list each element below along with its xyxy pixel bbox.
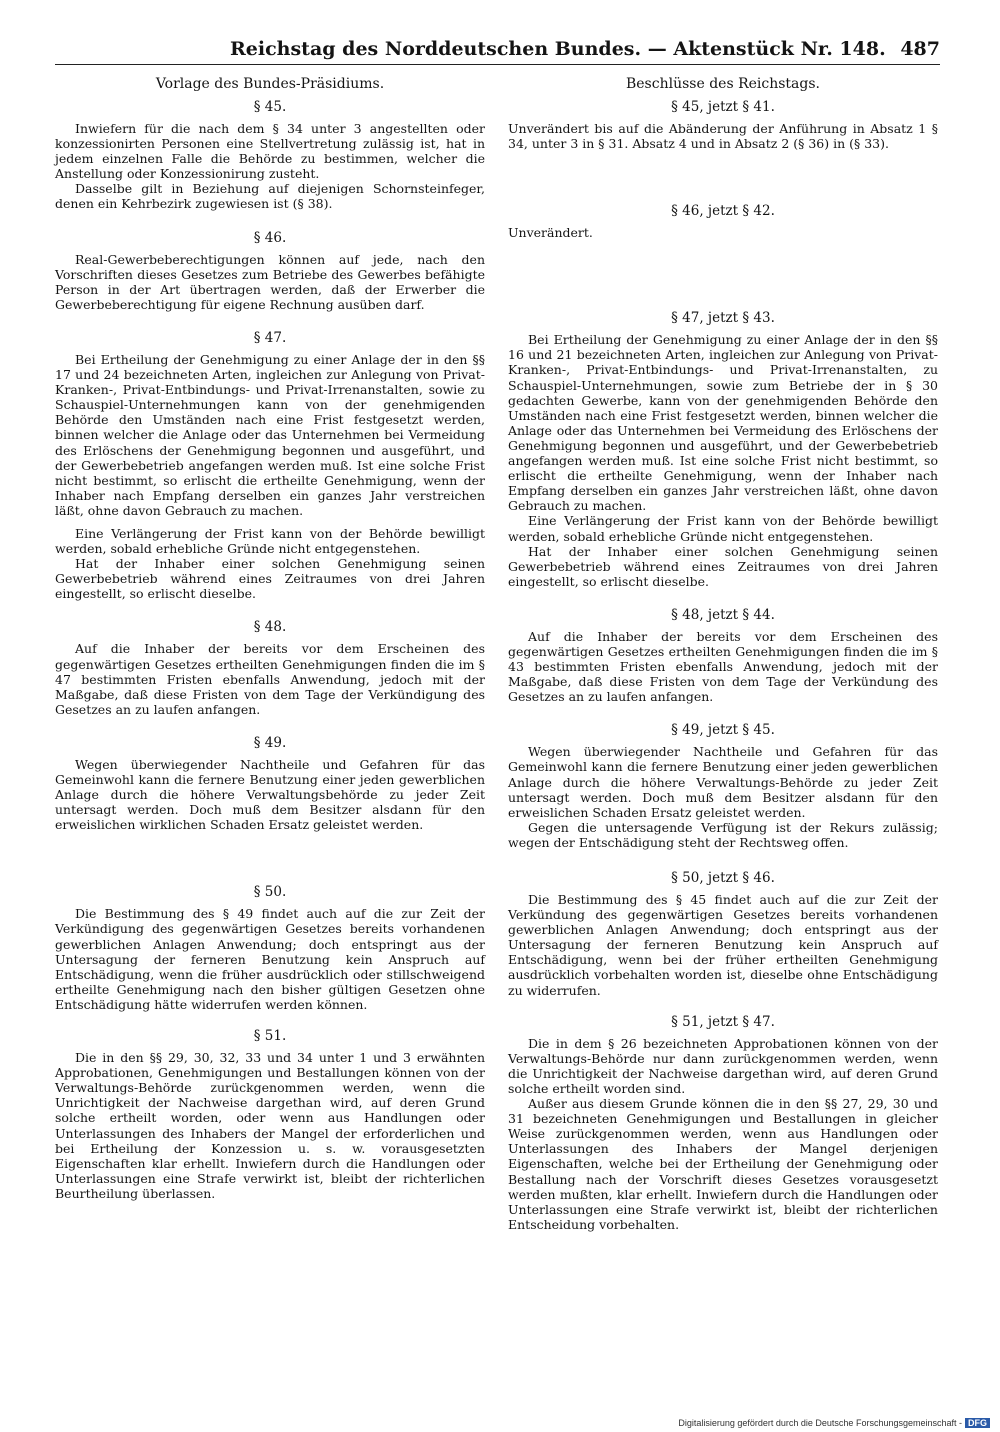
paragraph: Real-Gewerbeberechtigungen können auf jede, nach den Vorschriften dieses Gesetzes zum Betriebe des Gewerbes befähigte Person in der Art übertragen werden, daß der Erwerber die Gewerbeberechtigung für eigene Rechnung ausüben darf. [55,251,485,312]
section-title: § 48. [253,619,287,636]
section-title: § 51. [253,1028,287,1045]
section-title: § 51, jetzt § 47. [671,1013,775,1030]
paragraph: Inwiefern für die nach dem § 34 unter 3 angestellten oder konzessionirten Personen eine Stellvertretung zulässig ist, hat in jedem einzelnen Falle die Behörde zu bestimmen, welcher die Anstellung oder Konzessionirung zusteht. [55,121,485,182]
left-section-45 [55,99,485,212]
digitization-credit [678,1418,990,1428]
section-title: § 47, jetzt § 43. [671,310,775,327]
paragraph: Wegen überwiegender Nachtheile und Gefahren für das Gemeinwohl kann die fernere Benutzung einer jeden gewerblichen Anlage durch die höhere Verwaltungsbehörde zu jeder Zeit untersagt werden. Doch muß dem Besitzer alsdann für den erweislichen wirklichen Schaden Ersatz geleistet werden. [55,756,485,833]
right-column [508,76,938,1232]
dfg-logo: DFG [965,1418,990,1428]
left-section-47 [55,330,485,602]
paragraph: Wegen überwiegender Nachtheile und Gefahren für das Gemeinwohl kann die fernere Benutzung einer jeden gewerblichen Anlage durch die höhere Verwaltungs-Behörde zu jeder Zeit untersagt werden. Doch muß dem Besitzer alsdann für den erweislichen Schaden Ersatz geleistet werden. [508,744,938,820]
section-title: § 45. [253,99,287,115]
paragraph: Unverändert bis auf die Abänderung der Anführung in Absatz 1 § 34, unter 3 in § 31. Absatz 4 und in Absatz 2 (§ 36) in (§ 33). [508,121,938,152]
page-header [55,34,940,65]
right-section-47 [508,1014,938,1232]
right-section-41 [508,99,938,151]
section-title: § 49, jetzt § 45. [671,722,775,739]
paragraph: Hat der Inhaber einer solchen Genehmigung seinen Gewerbebetrieb während eines Zeitraumes von drei Jahren eingestellt, so erlischt dieselbe. [508,543,938,589]
running-title: Reichstag des Norddeutschen Bundes. — Aktenstück Nr. 148. [230,38,886,60]
paragraph: Gegen die untersagende Verfügung ist der Rekurs zulässig; wegen der Entschädigung steht der Rechtsweg offen. [508,819,938,850]
paragraph: Dasselbe gilt in Beziehung auf diejenigen Schornsteinfeger, denen ein Kehrbezirk zugewiesen ist (§ 38). [55,181,485,212]
paragraph: Hat der Inhaber einer solchen Genehmigung seinen Gewerbebetrieb während eines Zeitraumes von drei Jahren eingestellt, so erlischt dieselbe. [55,556,485,602]
paragraph: Außer aus diesem Grunde können die in den §§ 27, 29, 30 und 31 bezeichneten Genehmigungen und Bestallungen in gleicher Weise zurückgenommen werden, wenn aus Handlungen oder Unterlassungen des Inhabers der Mangel derjenigen Eigenschaften, welche bei der Ertheilung der Genehmigung oder Bestallung nach der Vorschrift dieses Gesetzes vorausgesetzt werden mußten, klar erhellt. Inwiefern durch die Handlungen oder Unterlassungen eine Strafe verwirkt ist, bleibt der richterlichen Entscheidung vorbehalten. [508,1096,938,1232]
paragraph: Bei Ertheilung der Genehmigung zu einer Anlage der in den §§ 17 und 24 bezeichneten Arten, ingleichen zur Anlegung von Privat-Kranken-, Privat-Entbindungs- und Privat-Irrenanstalten, sowie zu Schauspiel-Unternehmungen kann von der genehmigenden Behörde den Umständen nach eine Frist festgesetzt werden, binnen welcher die Anlage oder das Unternehmen bei Vermeidung des Erlöschens der Genehmigung begonnen und ausgeführt, und der Gewerbebetrieb angefangen werden muß. Ist eine solche Frist nicht bestimmt, so erlischt die ertheilte Genehmigung, wenn der Inhaber nach Empfang derselben ein ganzes Jahr verstreichen läßt, ohne davon Gebrauch zu machen. [55,351,485,518]
page-number: 487 [900,38,940,60]
paragraph: Eine Verlängerung der Frist kann von der Behörde bewilligt werden, sobald erhebliche Gründe nicht entgegenstehen. [508,513,938,544]
left-section-49 [55,735,485,832]
section-title: § 50, jetzt § 46. [671,870,775,886]
paragraph: Bei Ertheilung der Genehmigung zu einer Anlage der in den §§ 16 und 21 bezeichneten Arten, ingleichen zur Anlegung von Privat-Kranken-, Privat-Entbindungs- und Privat-Irrenanstalten, zu Schauspiel-Unternehmungen, sowie zum Betriebe der in § 30 gedachten Gewerbe, kann von der genehmigenden Behörde den Umständen nach eine Frist festgesetzt werden, binnen welcher die Anlage oder das Unternehmen bei Vermeidung des Erlöschens der Genehmigung begonnen und ausgeführt, und der Gewerbebetrieb angefangen werden muß. Ist eine solche Frist nicht bestimmt, so erlischt die ertheilte Genehmigung, wenn der Inhaber nach Empfang derselben ein ganzes Jahr verstreichen läßt, ohne davon Gebrauch zu machen. [508,332,938,514]
paragraph: Auf die Inhaber der bereits vor dem Erscheinen des gegenwärtigen Gesetzes ertheilten Genehmigungen finden die im § 47 bestimmten Fristen ebenfalls Anwendung, jedoch mit der Maßgabe, daß diese Fristen von dem Tage der Verkündigung des Gesetzes an zu laufen anfangen. [55,641,485,717]
right-section-45 [508,722,938,850]
right-section-43 [508,310,938,589]
section-title: § 50. [253,884,287,901]
left-column [55,76,485,1201]
paragraph: Die in dem § 26 bezeichneten Approbationen können von der Verwaltungs-Behörde nur dann zurückgenommen werden, wenn die Unrichtigkeit der Nachweise dargethan wird, auf deren Grund solche ertheilt worden sind. [508,1035,938,1096]
section-title: § 48, jetzt § 44. [671,606,775,623]
paragraph: Auf die Inhaber der bereits vor dem Erscheinen des gegenwärtigen Gesetzes ertheilten Genehmigungen finden die im § 43 bestimmten Fristen ebenfalls Anwendung, jedoch mit der Maßgabe, daß diese Fristen von dem Tage der Verkündung des Gesetzes an zu laufen anfangen. [508,628,938,705]
left-section-46 [55,230,485,312]
paragraph: Die Bestimmung des § 45 findet auch auf die zur Zeit der Verkündung des gegenwärtigen Gesetzes bereits vorhandenen gewerblichen Anlagen Anwendung; doch entspringt aus der Untersagung der ferneren Benutzung kein Anspruch auf Entschädigung, wenn bei der früher ertheilten Genehmigung ausdrücklich vorbehalten worden ist, dieselbe ohne Entschädigung zu widerrufen. [508,892,938,998]
credit-text: Digitalisierung gefördert durch die Deutsche Forschungsgemeinschaft - [678,1418,962,1428]
section-title: § 49. [253,734,287,751]
right-section-42 [508,203,938,240]
section-title: § 45, jetzt § 41. [671,99,775,115]
section-title: § 46, jetzt § 42. [671,203,775,220]
paragraph: Die in den §§ 29, 30, 32, 33 und 34 unter 1 und 3 erwähnten Approbationen, Genehmigungen und Bestallungen können von der Verwaltungs-Behörde zurückgenommen werden, wenn die Unrichtigkeit der Nachweise dargethan wird, auf deren Grund solche ertheilt worden, oder wenn aus Handlungen oder Unterlassungen des Inhabers der Mangel der erforderlichen und bei Ertheilung der Konzession u. s. w. vorausgesetzten Eigenschaften klar erhellt. Inwiefern durch die Handlungen oder Unterlassungen eine Strafe verwirkt ist, bleibt der richterlichen Beurtheilung überlassen. [55,1050,485,1201]
right-section-44 [508,607,938,704]
left-section-48 [55,619,485,716]
paragraph: Eine Verlängerung der Frist kann von der Behörde bewilligt werden, sobald erhebliche Gründe nicht entgegenstehen. [55,525,485,557]
right-column-heading: Beschlüsse des Reichstags. [625,76,820,92]
left-section-51 [55,1028,485,1201]
paragraph: Unverändert. [508,225,593,241]
paragraph: Die Bestimmung des § 49 findet auch auf die zur Zeit der Verkündigung des gegenwärtigen Gesetzes bereits vorhandenen gewerblichen Anlagen Anwendung; doch entspringt aus der Untersagung der ferneren Benutzung kein Anspruch auf Entschädigung, wenn die früher ausdrücklich oder stillschweigend ertheilte Genehmigung nach den bisher gültigen Gesetzen ohne Entschädigung hätte widerrufen werden können. [55,906,485,1012]
section-title: § 46. [253,229,287,246]
right-section-46 [508,870,938,998]
left-column-heading: Vorlage des Bundes-Präsidiums. [155,76,385,92]
left-section-50 [55,884,485,1012]
section-title: § 47. [253,329,287,346]
